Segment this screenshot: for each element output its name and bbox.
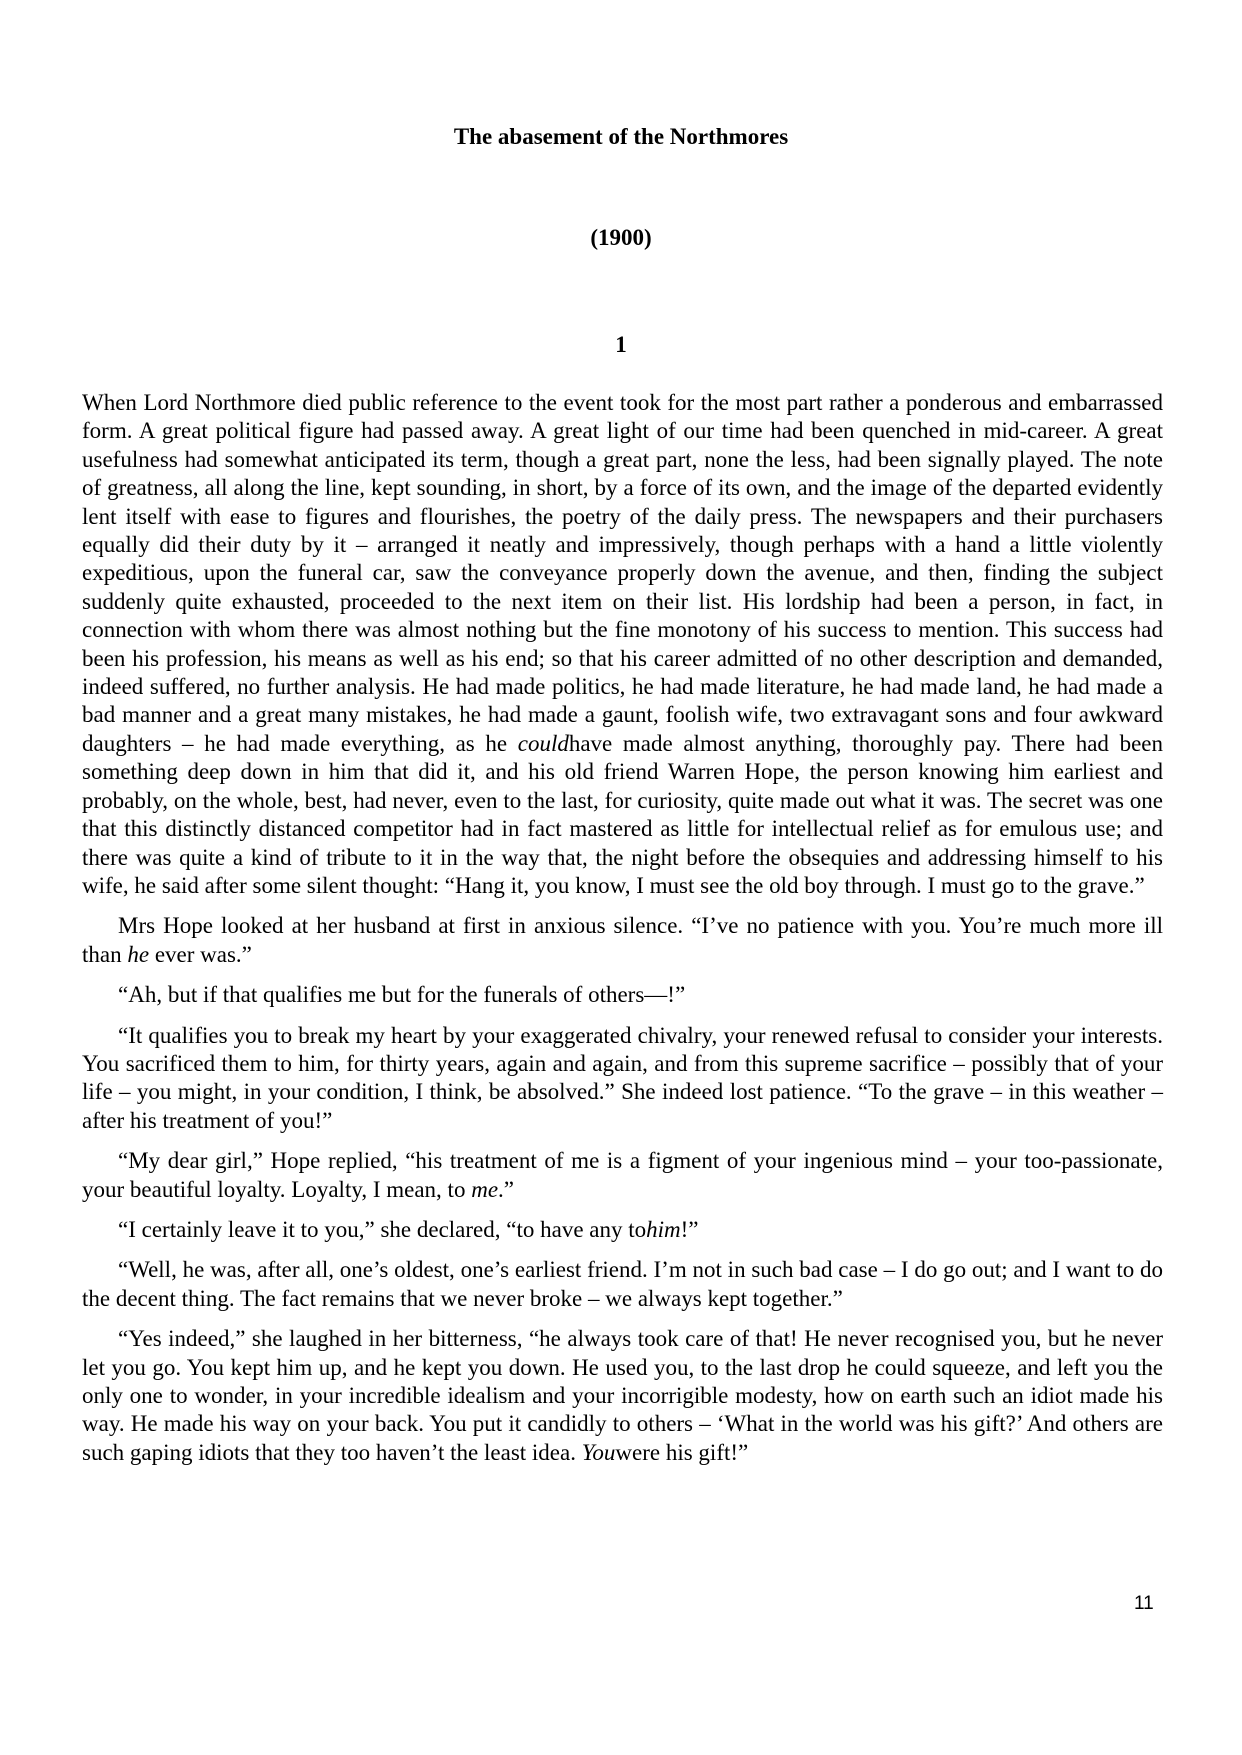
body-paragraph <box>82 912 1163 969</box>
paragraph-text: “My dear girl,” Hope replied, “his treatment of me is a figment of your ingenious mind – your too-passionate, your beautiful loyalty. Loyalty, I mean, to <box>82 1148 1163 1202</box>
body-paragraph <box>82 1147 1163 1204</box>
italic-emphasis: he <box>127 941 150 967</box>
paragraph-text: When Lord Northmore died public reference to the event took for the most part rather a ponderous and embarrassed form. A great political figure had passed away. A great light of our time had been quenched in mid-career. A great usefulness had somewhat anticipated its term, though a great part, none the less, had been signally played. The note of greatness, all along the line, kept sounding, in short, by a force of its own, and the image of the departed evidently lent itself with ease to figures and flourishes, the poetry of the daily press. The newspapers and their purchasers equally did their duty by it – arranged it neatly and impressively, though perhaps with a hand a little violently expeditious, upon the funeral car, saw the conveyance properly down the avenue, and then, finding the subject suddenly quite exhausted, proceeded to the next item on their list. His lordship had been a person, in fact, in connection with whom there was almost nothing but the fine monotony of his success to mention. This success had been his profession, his means as well as his end; so that his career admitted of no other description and demanded, indeed suffered, no further analysis. He had made politics, he had made literature, he had made land, he had made a bad manner and a great many mistakes, he had made a gaunt, foolish wife, two extravagant sons and four awkward daughters – he had made everything, as he <box>82 390 1163 756</box>
paragraph-text: “I certainly leave it to you,” she declared, “to have any to <box>118 1216 647 1242</box>
paragraph-text: ever was.” <box>149 941 252 967</box>
body-paragraph <box>82 1325 1163 1467</box>
paragraph-text: were his gift!” <box>615 1439 749 1465</box>
body-paragraph <box>82 1216 1163 1244</box>
paragraph-text: “It qualifies you to break my heart by your exaggerated chivalry, your renewed refusal to consider your interests. You sacrificed them to him, for thirty years, again and again, and from this supreme sacrifice – possibly that of your life – you might, in your condition, I think, be absolved.” She indeed lost patience. “To the grave – in this weather – after his treatment of you!” <box>82 1022 1163 1133</box>
story-title: The abasement of the Northmores <box>453 124 789 149</box>
italic-emphasis: him <box>646 1216 681 1242</box>
paragraph-text: !” <box>680 1216 699 1242</box>
paragraph-text: “Well, he was, after all, one’s oldest, one’s earliest friend. I’m not in such bad case – I do go out; and I want to do the decent thing. The fact remains that we never broke – we always kept together.” <box>82 1257 1163 1311</box>
body-paragraph <box>82 1022 1163 1136</box>
italic-emphasis: You <box>581 1439 616 1465</box>
body-paragraph <box>82 389 1163 900</box>
paragraph-text: Mrs Hope looked at her husband at first in anxious silence. “I’ve no patience with you. You’re much more ill than <box>82 913 1163 967</box>
story-year: (1900) <box>590 225 652 250</box>
paragraph-text: .” <box>498 1176 514 1202</box>
italic-emphasis: could <box>517 730 569 756</box>
section-number: 1 <box>615 332 627 357</box>
italic-emphasis: me <box>471 1176 499 1202</box>
body-paragraph <box>82 1256 1163 1313</box>
page-number: 11 <box>1134 1593 1154 1614</box>
paragraph-text: “Ah, but if that qualifies me but for the funerals of others—!” <box>118 982 686 1008</box>
body-text <box>82 389 1163 1479</box>
body-paragraph <box>82 981 1163 1009</box>
paragraph-text: “Yes indeed,” she laughed in her bitterness, “he always took care of that! He never recognised you, but he never let you go. You kept him up, and he kept you down. He used you, to the last drop he could squeeze, and left you the only one to wonder, in your incredible idealism and your incorrigible modesty, how on earth such an idiot made his way. He made his way on your back. You put it candidly to others – ‘What in the world was his gift?’ And others are such gaping idiots that they too haven’t the least idea. <box>82 1326 1163 1465</box>
paragraph-text: have made almost anything, thoroughly pay. There had been something deep down in him that did it, and his old friend Warren Hope, the person knowing him earliest and probably, on the whole, best, had never, even to the last, for curiosity, quite made out what it was. The secret was one that this distinctly distanced competitor had in fact mastered as little for intellectual relief as for emulous use; and there was quite a kind of tribute to it in the way that, the night before the obsequies and addressing himself to his wife, he said after some silent thought: “Hang it, you know, I must see the old boy through. I must go to the grave.” <box>82 730 1163 898</box>
